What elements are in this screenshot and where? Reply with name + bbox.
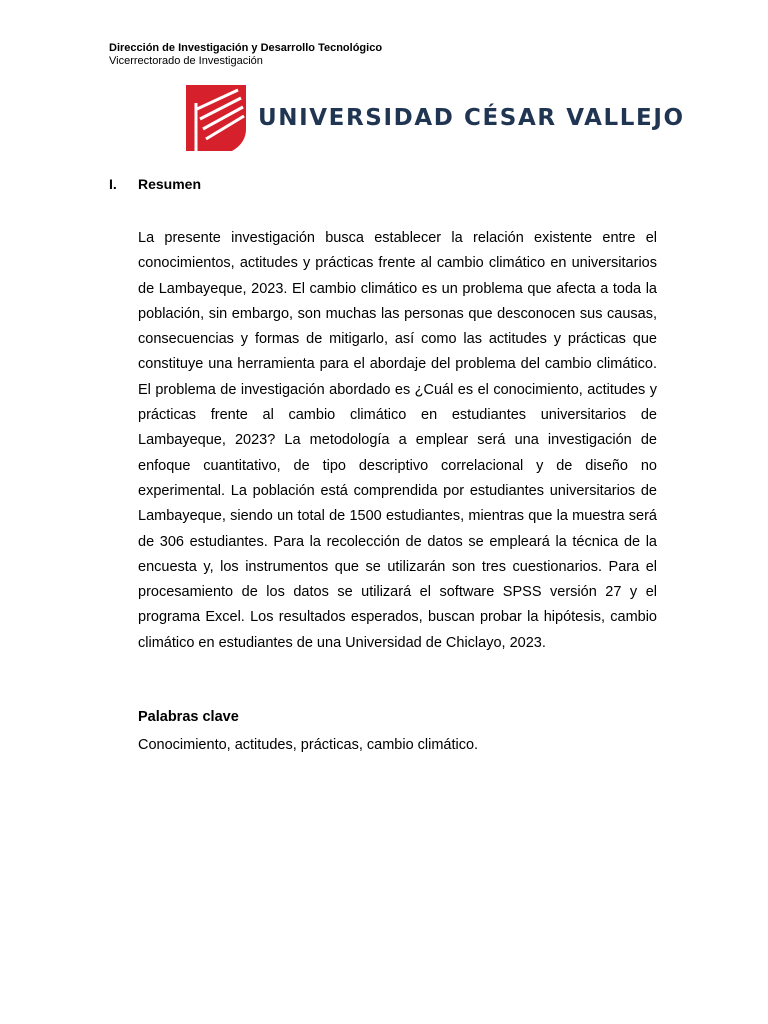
department-name: Dirección de Investigación y Desarrollo Tecnológico — [109, 42, 383, 54]
university-name: UNIVERSIDAD CÉSAR VALLEJO — [258, 105, 685, 131]
keywords-text: Conocimiento, actitudes, prácticas, cambio climático. — [138, 737, 479, 753]
section-heading — [109, 176, 201, 192]
office-name: Vicerrectorado de Investigación — [109, 55, 263, 67]
keywords-heading: Palabras clave — [138, 709, 239, 725]
document-header — [109, 42, 382, 68]
section-number: I. — [109, 176, 117, 192]
section-title: Resumen — [138, 176, 202, 192]
university-logo — [186, 85, 685, 151]
abstract-paragraph: La presente investigación busca establecer la relación existente entre el conocimientos, actitudes y prácticas frente al cambio climático en universitarios de Lambayeque, 2023. El cambio climático es un problema que afecta a toda la población, sin embargo, son muchas las personas que desconocen sus causas, consecuencias y formas de mitigarlo, así como las actitudes y prácticas que constituye una herramienta para el abordaje del problema del cambio climático. El problema de investigación abordado es ¿Cuál es el conocimiento, actitudes y prácticas frente al cambio climático en estudiantes universitarios de Lambayeque, 2023? La metodología a emplear será una investigación de enfoque cuantitativo, de tipo descriptivo correlacional y de diseño no experimental. La población está comprendida por estudiantes universitarios de Lambayeque, siendo un total de 1500 estudiantes, mientras que la muestra será de 306 estudiantes. Para la recolección de datos se empleará la técnica de la encuesta y, los instrumentos que se utilizarán son tres cuestionarios. Para el procesamiento de los datos se utilizará el software SPSS versión 27 y el programa Excel. Los resultados esperados, buscan probar la hipótesis, cambio climático en estudiantes de una Universidad de Chiclayo, 2023. — [138, 230, 657, 651]
university-shield-icon — [186, 85, 246, 151]
